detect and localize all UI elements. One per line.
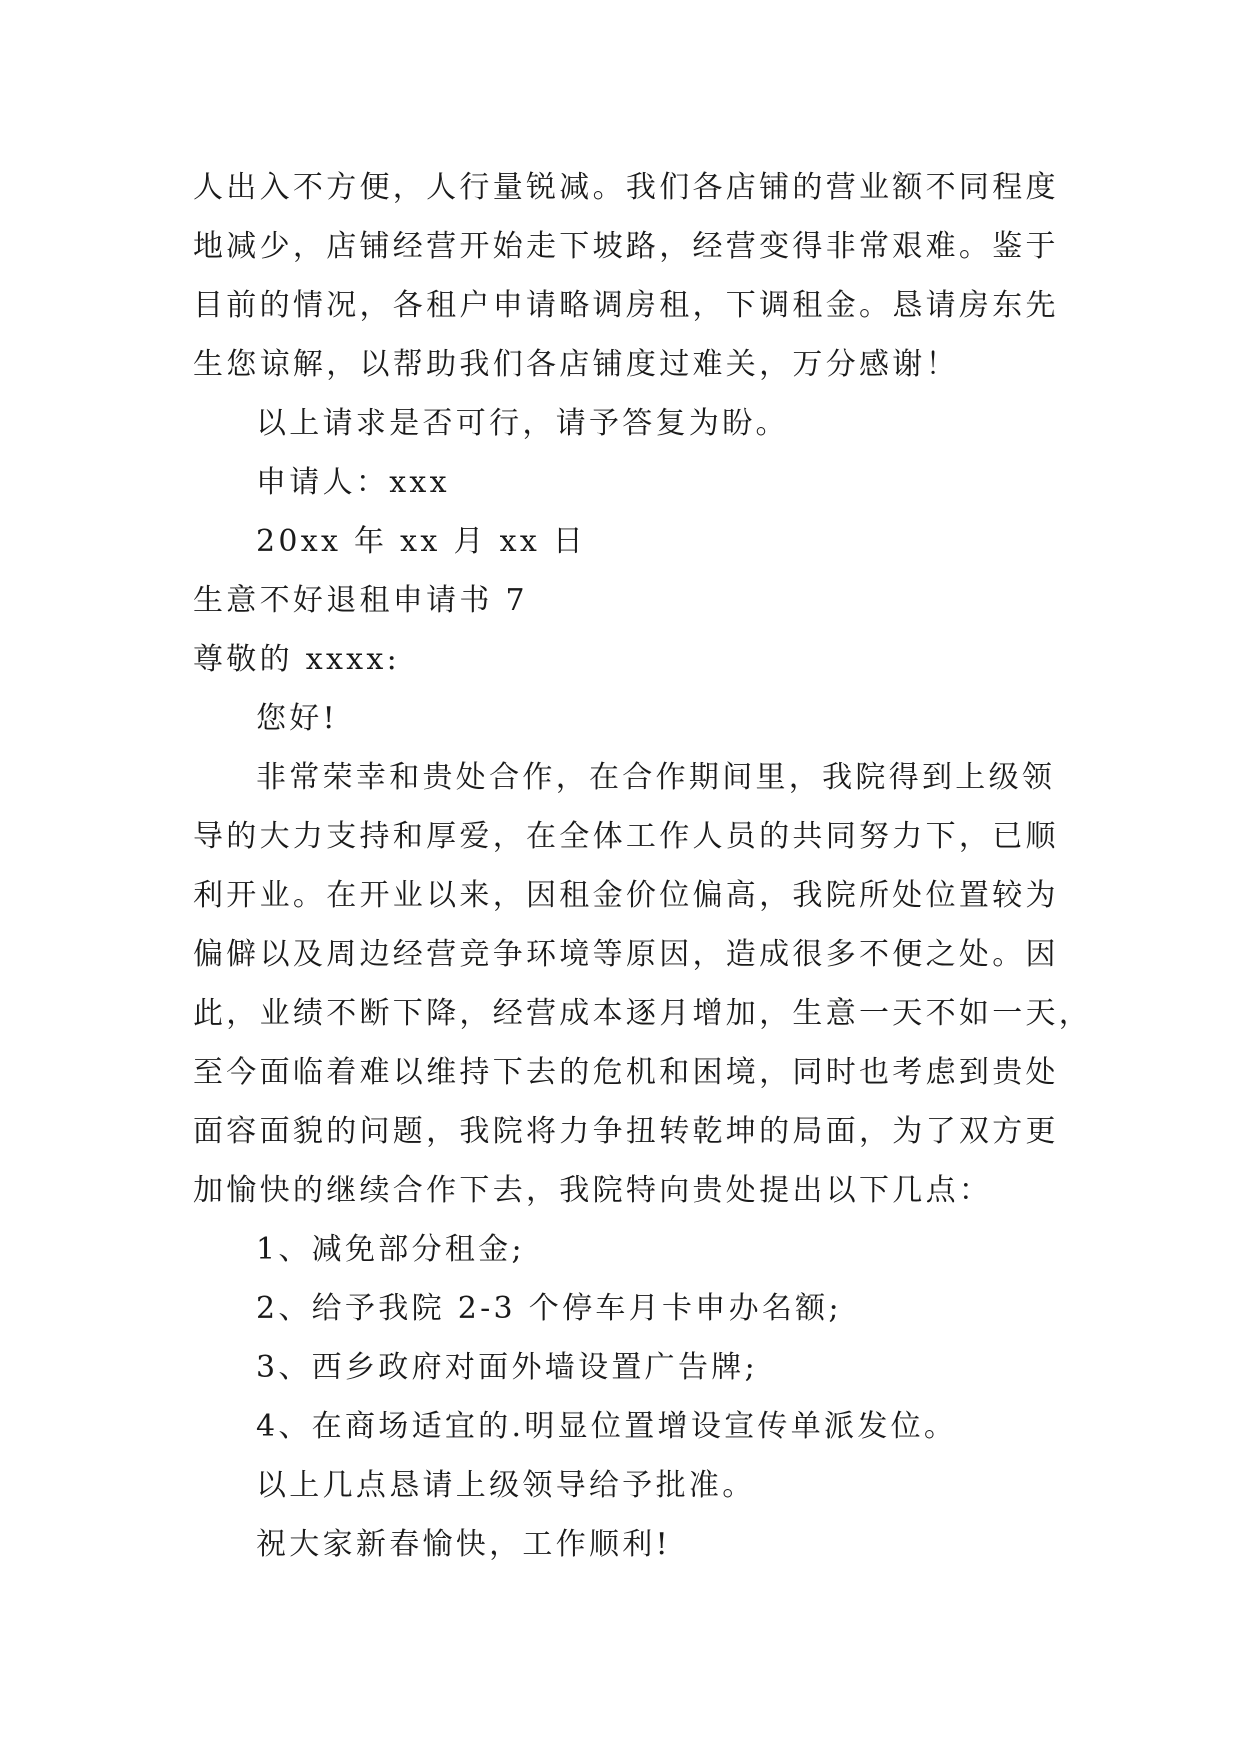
paragraph-body	[193, 748, 1093, 1220]
request-line: 以上请求是否可行，请予答复为盼。	[256, 406, 789, 441]
list-item: 3、西乡政府对面外墙设置广告牌;	[256, 1350, 758, 1385]
text-line: 至今面临着难以维持下去的危机和困境，同时也考虑到贵处	[193, 1055, 1059, 1090]
text-line: 利开业。在开业以来，因租金价位偏高，我院所处位置较为	[193, 878, 1059, 913]
document-page	[193, 158, 1093, 1574]
list-item: 1、减免部分租金;	[256, 1232, 525, 1267]
request-list	[193, 1220, 1063, 1456]
text-line: 此，业绩不断下降，经营成本逐月增加，生意一天不如一天，	[193, 996, 1093, 1031]
applicant-line: 申请人：xxx	[256, 465, 450, 500]
salutation: 尊敬的 xxxx:	[193, 642, 401, 677]
list-item: 4、在商场适宜的.明显位置增设宣传单派发位。	[256, 1409, 958, 1444]
text-line: 加愉快的继续合作下去，我院特向贵处提出以下几点：	[193, 1173, 993, 1208]
list-item: 2、给予我院 2-3 个停车月卡申办名额;	[256, 1291, 842, 1326]
section-title: 生意不好退租申请书 7	[193, 583, 528, 618]
text-line: 面容面貌的问题，我院将力争扭转乾坤的局面，为了双方更	[193, 1114, 1059, 1149]
text-line: 人出入不方便，人行量锐减。我们各店铺的营业额不同程度	[193, 170, 1059, 205]
text-line: 非常荣幸和贵处合作，在合作期间里，我院得到上级领	[256, 760, 1056, 795]
text-line: 生您谅解，以帮助我们各店铺度过难关，万分感谢！	[193, 347, 959, 382]
greeting: 您好!	[256, 701, 338, 736]
date-line: 20xx 年 xx 月 xx 日	[256, 524, 587, 559]
closing-request: 以上几点恳请上级领导给予批准。	[256, 1468, 756, 1503]
text-line: 地减少，店铺经营开始走下坡路，经营变得非常艰难。鉴于	[193, 229, 1059, 264]
text-line: 目前的情况，各租户申请略调房租，下调租金。恳请房东先	[193, 288, 1059, 323]
paragraph-rent-reduction	[193, 158, 1063, 394]
text-line: 偏僻以及周边经营竞争环境等原因，造成很多不便之处。因	[193, 937, 1059, 972]
closing-wish: 祝大家新春愉快，工作顺利!	[256, 1527, 671, 1562]
text-line: 导的大力支持和厚爱，在全体工作人员的共同努力下，已顺	[193, 819, 1059, 854]
